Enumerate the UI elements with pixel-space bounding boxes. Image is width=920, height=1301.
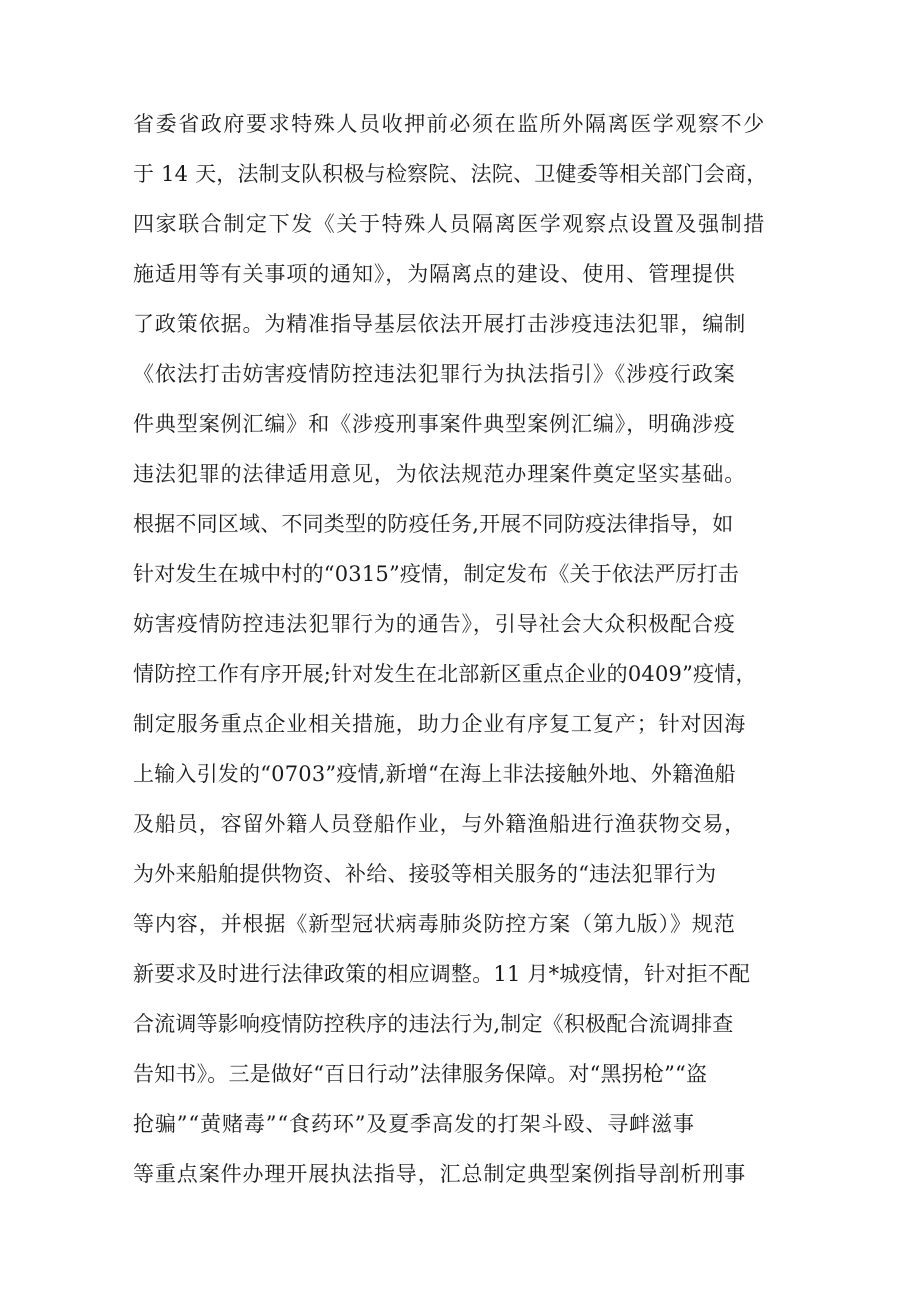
text-line: 针对发生在城中村的“0315”疫情，制定发布《关于依法严厉打击 bbox=[133, 562, 740, 586]
text-line: 为外来船舶提供物资、补给、接驳等相关服务的“违法犯罪行为 bbox=[133, 862, 717, 886]
text-line: 制定服务重点企业相关措施，助力企业有序复工复产；针对因海 bbox=[133, 712, 747, 736]
text-line: 施适用等有关事项的通知》，为隔离点的建设、使用、管理提供 bbox=[133, 262, 736, 286]
text-line: 四家联合制定下发《关于特殊人员隔离医学观察点设置及强制措 bbox=[133, 212, 766, 236]
text-line: 抢骗”“黄赌毒”“食药环”及夏季高发的打架斗殴、寻衅滋事 bbox=[133, 1112, 695, 1136]
text-line: 及船员，容留外籍人员登船作业，与外籍渔船进行渔获物交易， bbox=[133, 812, 747, 836]
body-text bbox=[133, 99, 803, 1199]
text-line: 合流调等影响疫情防控秩序的违法行为,制定《积极配合流调排查 bbox=[133, 1012, 734, 1036]
text-line: 妨害疫情防控违法犯罪行为的通告》，引导社会大众积极配合疫 bbox=[133, 612, 736, 636]
text-line: 情防控工作有序开展;针对发生在北部新区重点企业的0409”疫情， bbox=[133, 662, 757, 686]
text-line: 等重点案件办理开展执法指导，汇总制定典型案例指导剖析刑事 bbox=[133, 1162, 747, 1186]
text-line: 上输入引发的“0703”疫情,新增“在海上非法接触外地、外籍渔船 bbox=[133, 762, 736, 786]
text-line: 省委省政府要求特殊人员收押前必须在监所外隔离医学观察不少 bbox=[133, 112, 766, 136]
text-line: 根据不同区域、不同类型的防疫任务,开展不同防疫法律指导，如 bbox=[133, 512, 734, 536]
text-line: 违法犯罪的法律适用意见，为依法规范办理案件奠定坚实基础。 bbox=[133, 462, 747, 486]
text-line: 于 14 天，法制支队积极与检察院、法院、卫健委等相关部门会商， bbox=[133, 162, 768, 186]
text-line: 新要求及时进行法律政策的相应调整。11 月*城疫情，针对拒不配 bbox=[133, 962, 751, 986]
text-line: 等内容，并根据《新型冠状病毒肺炎防控方案（第九版）》规范 bbox=[133, 912, 736, 936]
text-line: 件典型案例汇编》和《涉疫刑事案件典型案例汇编》，明确涉疫 bbox=[133, 412, 736, 436]
text-line: 《依法打击妨害疫情防控违法犯罪行为执法指引》《涉疫行政案 bbox=[133, 362, 736, 386]
text-line: 告知书》。三是做好“百日行动”法律服务保障。对“黑拐枪”“盗 bbox=[133, 1062, 708, 1086]
text-line: 了政策依据。为精准指导基层依法开展打击涉疫违法犯罪，编制 bbox=[133, 312, 747, 336]
